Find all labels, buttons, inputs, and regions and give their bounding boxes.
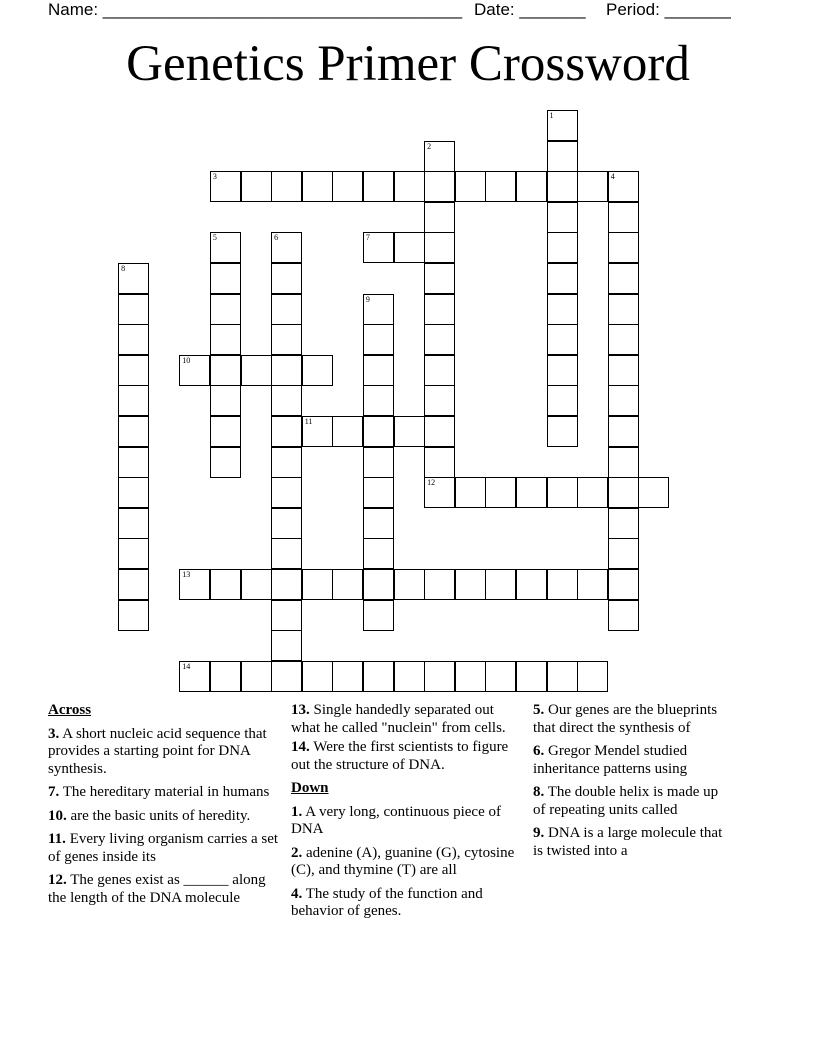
- grid-cell[interactable]: [118, 477, 149, 508]
- grid-cell[interactable]: [424, 171, 455, 202]
- grid-cell[interactable]: [424, 202, 455, 233]
- grid-cell[interactable]: [516, 569, 547, 600]
- grid-cell[interactable]: [118, 263, 149, 294]
- grid-cell[interactable]: [363, 324, 394, 355]
- grid-cell[interactable]: [363, 447, 394, 478]
- grid-cell[interactable]: [485, 171, 516, 202]
- grid-cell[interactable]: [394, 569, 425, 600]
- grid-cell[interactable]: [424, 416, 455, 447]
- grid-cell[interactable]: [608, 355, 639, 386]
- grid-cell[interactable]: [241, 569, 272, 600]
- grid-cell[interactable]: [118, 416, 149, 447]
- grid-cell[interactable]: [302, 355, 333, 386]
- grid-cell[interactable]: [210, 324, 241, 355]
- clue-number: 7: [365, 233, 370, 243]
- grid-cell[interactable]: [241, 171, 272, 202]
- grid-cell[interactable]: [455, 569, 486, 600]
- grid-cell[interactable]: [118, 569, 149, 600]
- grid-cell[interactable]: [332, 661, 363, 692]
- clue-column-1: [48, 702, 284, 913]
- clue-column-3: [533, 702, 733, 866]
- grid-cell[interactable]: [424, 232, 455, 263]
- down-clue-9: 9. DNA is a large molecule that is twisted into a: [533, 825, 723, 859]
- grid-cell[interactable]: [547, 141, 578, 172]
- grid-cell[interactable]: [210, 416, 241, 447]
- grid-cell[interactable]: [179, 569, 210, 600]
- period-field[interactable]: Period: _______: [606, 0, 731, 19]
- grid-cell[interactable]: [271, 538, 302, 569]
- grid-cell[interactable]: [638, 477, 669, 508]
- across-clue-3: 3. A short nucleic acid sequence that provides a starting point for DNA synthesis.: [48, 725, 267, 777]
- grid-cell[interactable]: [608, 600, 639, 631]
- grid-cell[interactable]: [118, 355, 149, 386]
- clue-number: 1: [549, 111, 554, 120]
- grid-cell[interactable]: [424, 477, 455, 508]
- grid-cell[interactable]: [455, 661, 486, 692]
- grid-cell[interactable]: [516, 477, 547, 508]
- grid-cell[interactable]: [608, 324, 639, 355]
- grid-cell[interactable]: [118, 600, 149, 631]
- grid-cell[interactable]: [577, 171, 608, 202]
- grid-cell[interactable]: [271, 171, 302, 202]
- across-clue-14: 14. Were the first scientists to figure out the structure of DNA.: [291, 739, 509, 773]
- clue-number: 8: [121, 264, 126, 273]
- grid-cell[interactable]: [210, 569, 241, 600]
- grid-cell[interactable]: [547, 232, 578, 263]
- grid-cell[interactable]: [394, 232, 425, 263]
- grid-cell[interactable]: [608, 171, 639, 202]
- down-clue-8: 8. The double helix is made up of repeating units called: [533, 784, 719, 818]
- grid-cell[interactable]: [271, 630, 302, 661]
- down-clue-1: 1. A very long, continuous piece of DNA: [291, 803, 501, 837]
- grid-cell[interactable]: [608, 508, 639, 539]
- down-clue-5: 5. Our genes are the blueprints that direct the synthesis of: [533, 702, 718, 736]
- grid-cell[interactable]: [271, 477, 302, 508]
- grid-cell[interactable]: [271, 263, 302, 294]
- grid-cell[interactable]: [210, 355, 241, 386]
- grid-cell[interactable]: [608, 538, 639, 569]
- grid-cell[interactable]: [210, 171, 241, 202]
- grid-cell[interactable]: [547, 202, 578, 233]
- grid-cell[interactable]: [210, 294, 241, 325]
- clue-number: 10: [182, 355, 191, 365]
- grid-cell[interactable]: [363, 569, 394, 600]
- across-clue-13: 13. Single handedly separated out what he called "nuclein" from cells.: [291, 702, 506, 736]
- grid-cell[interactable]: [363, 477, 394, 508]
- grid-cell[interactable]: [608, 263, 639, 294]
- grid-cell[interactable]: [302, 569, 333, 600]
- clue-number: 5: [212, 233, 217, 243]
- grid-cell[interactable]: [271, 294, 302, 325]
- grid-cell[interactable]: [210, 385, 241, 416]
- grid-cell[interactable]: [547, 324, 578, 355]
- grid-cell[interactable]: [363, 416, 394, 447]
- clue-number: 13: [182, 570, 191, 579]
- grid-cell[interactable]: [210, 232, 241, 263]
- grid-cell[interactable]: [302, 416, 333, 447]
- grid-cell[interactable]: [608, 477, 639, 508]
- grid-cell[interactable]: [424, 355, 455, 386]
- grid-cell[interactable]: [547, 294, 578, 325]
- grid-cell[interactable]: [118, 385, 149, 416]
- grid-cell[interactable]: [332, 569, 363, 600]
- down-clue-4: 4. The study of the function and behavior of genes.: [291, 885, 483, 919]
- grid-cell[interactable]: [608, 385, 639, 416]
- grid-cell[interactable]: [179, 355, 210, 386]
- grid-cell[interactable]: [332, 416, 363, 447]
- grid-cell[interactable]: [271, 661, 302, 692]
- grid-cell[interactable]: [271, 600, 302, 631]
- grid-cell[interactable]: [485, 569, 516, 600]
- across-clue-7: 7. The hereditary material in humans: [48, 784, 270, 800]
- grid-cell[interactable]: [302, 661, 333, 692]
- grid-cell[interactable]: [547, 385, 578, 416]
- clue-number: 3: [212, 172, 217, 182]
- grid-cell[interactable]: [271, 508, 302, 539]
- date-field[interactable]: Date: _______: [474, 0, 586, 19]
- grid-cell[interactable]: [118, 538, 149, 569]
- grid-cell[interactable]: [424, 263, 455, 294]
- grid-cell[interactable]: [577, 569, 608, 600]
- grid-cell[interactable]: [485, 661, 516, 692]
- across-clue-10: 10. are the basic units of heredity.: [48, 807, 251, 824]
- grid-cell[interactable]: [210, 661, 241, 692]
- grid-cell[interactable]: [241, 355, 272, 386]
- grid-cell[interactable]: [547, 477, 578, 508]
- grid-cell[interactable]: [424, 447, 455, 478]
- grid-cell[interactable]: [608, 232, 639, 263]
- grid-cell[interactable]: [547, 661, 578, 692]
- grid-cell[interactable]: [608, 202, 639, 233]
- clue-number: 12: [427, 478, 436, 488]
- grid-cell[interactable]: [547, 110, 578, 141]
- grid-cell[interactable]: [271, 385, 302, 416]
- grid-cell[interactable]: [118, 324, 149, 355]
- puzzle-title: Genetics Primer Crossword: [126, 36, 690, 92]
- across-clue-12: 12. The genes exist as ______ along the length of the DNA molecule: [48, 872, 266, 906]
- grid-cell[interactable]: [363, 538, 394, 569]
- grid-cell[interactable]: [363, 508, 394, 539]
- grid-cell[interactable]: [608, 294, 639, 325]
- grid-cell[interactable]: [210, 263, 241, 294]
- grid-cell[interactable]: [271, 416, 302, 447]
- grid-cell[interactable]: [516, 171, 547, 202]
- grid-cell[interactable]: [271, 355, 302, 386]
- grid-cell[interactable]: [485, 477, 516, 508]
- grid-cell[interactable]: [363, 355, 394, 386]
- grid-cell[interactable]: [608, 447, 639, 478]
- clue-number: 14: [182, 661, 191, 671]
- grid-cell[interactable]: [394, 661, 425, 692]
- grid-cell[interactable]: [241, 661, 272, 692]
- grid-cell[interactable]: [363, 661, 394, 692]
- grid-cell[interactable]: [608, 416, 639, 447]
- grid-cell[interactable]: [424, 569, 455, 600]
- clue-number: 6: [274, 233, 279, 243]
- grid-cell[interactable]: [271, 232, 302, 263]
- grid-cell[interactable]: [577, 477, 608, 508]
- grid-cell[interactable]: [271, 447, 302, 478]
- name-field[interactable]: Name: ______________________________________: [48, 0, 463, 19]
- grid-cell[interactable]: [547, 171, 578, 202]
- grid-cell[interactable]: [424, 324, 455, 355]
- down-clue-2: 2. adenine (A), guanine (G), cytosine (C), and thymine (T) are all: [291, 844, 515, 878]
- grid-cell[interactable]: [363, 385, 394, 416]
- grid-cell[interactable]: [424, 385, 455, 416]
- across-clue-11: 11. Every living organism carries a set of genes inside its: [48, 831, 279, 865]
- grid-cell[interactable]: [363, 294, 394, 325]
- grid-cell[interactable]: [547, 263, 578, 294]
- grid-cell[interactable]: [302, 171, 333, 202]
- grid-cell[interactable]: [363, 600, 394, 631]
- clue-number: 2: [427, 141, 432, 151]
- across-heading: Across: [48, 702, 92, 718]
- grid-cell[interactable]: [118, 508, 149, 539]
- grid-cell[interactable]: [516, 661, 547, 692]
- clue-number: 9: [365, 294, 370, 304]
- grid-cell[interactable]: [118, 294, 149, 325]
- grid-cell[interactable]: [363, 232, 394, 263]
- grid-cell[interactable]: [577, 661, 608, 692]
- grid-cell[interactable]: [271, 324, 302, 355]
- grid-cell[interactable]: [547, 569, 578, 600]
- grid-cell[interactable]: [179, 661, 210, 692]
- down-clue-6: 6. Gregor Mendel studied inheritance patterns using: [533, 743, 688, 777]
- grid-cell[interactable]: [547, 355, 578, 386]
- clue-number: 4: [610, 172, 615, 182]
- clue-column-2: [291, 702, 523, 927]
- grid-cell[interactable]: [424, 661, 455, 692]
- grid-cell[interactable]: [394, 171, 425, 202]
- grid-cell[interactable]: [394, 416, 425, 447]
- grid-cell[interactable]: [210, 447, 241, 478]
- grid-cell[interactable]: [363, 171, 394, 202]
- grid-cell[interactable]: [608, 569, 639, 600]
- grid-cell[interactable]: [424, 294, 455, 325]
- down-heading: Down: [291, 780, 329, 796]
- grid-cell[interactable]: [455, 171, 486, 202]
- grid-cell[interactable]: [547, 416, 578, 447]
- grid-cell[interactable]: [118, 447, 149, 478]
- grid-cell[interactable]: [424, 141, 455, 172]
- grid-cell[interactable]: [332, 171, 363, 202]
- grid-cell[interactable]: [455, 477, 486, 508]
- clue-number: 11: [304, 417, 313, 426]
- grid-cell[interactable]: [271, 569, 302, 600]
